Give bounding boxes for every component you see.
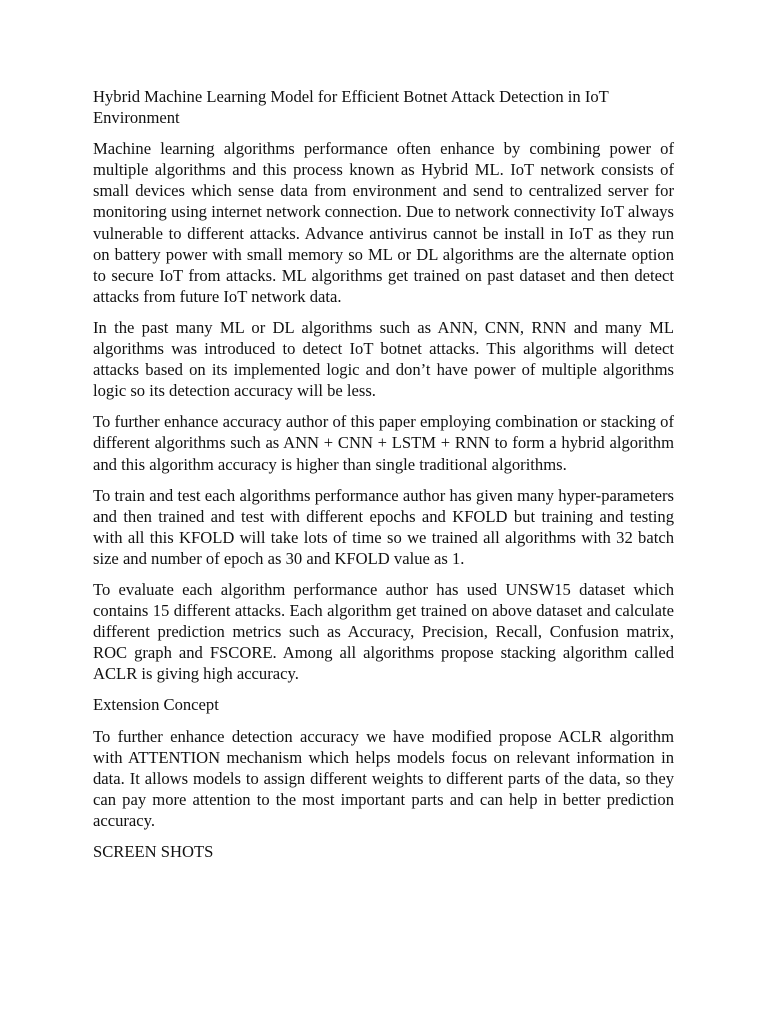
document-title: Hybrid Machine Learning Model for Efficient Botnet Attack Detection in IoT Environment [93, 87, 609, 128]
paragraph-hybrid: To further enhance accuracy author of this paper employing combination or stacking of different algorithms such as ANN + CNN + LSTM + RNN to form a hybrid algorithm and this algorithm accuracy is higher than single traditional algorithms. [93, 412, 674, 474]
paragraph-past-work: In the past many ML or DL algorithms such as ANN, CNN, RNN and many ML algorithms was introduced to detect IoT botnet attacks. This algorithms will detect attacks based on its implemented logic and don’t have power of multiple algorithms logic so its detection accuracy will be less. [93, 317, 674, 401]
document-page [93, 86, 674, 872]
paragraph-intro: Machine learning algorithms performance often enhance by combining power of multiple algorithms and this process known as Hybrid ML. IoT network consists of small devices which sense data from environment and send to centralized server for monitoring using internet network connection. Due to network connectivity IoT always vulnerable to different attacks. Advance antivirus cannot be install in IoT as they run on battery power with small memory so ML or DL algorithms are the alternate option to secure IoT from attacks. ML algorithms get trained on past dataset and then detect attacks from future IoT network data. [93, 139, 674, 306]
extension-heading: Extension Concept [93, 695, 219, 715]
paragraph-evaluation: To evaluate each algorithm performance author has used UNSW15 dataset which contains 15 different attacks. Each algorithm get trained on above dataset and calculate different prediction metrics such as Accuracy, Precision, Recall, Confusion matrix, ROC graph and FSCORE. Among all algorithms propose stacking algorithm called ACLR is giving high accuracy. [93, 579, 674, 684]
paragraph-extension: To further enhance detection accuracy we have modified propose ACLR algorithm with ATTENTION mechanism which helps models focus on relevant information in data. It allows models to assign different weights to different parts of the data, so they can pay more attention to the most important parts and can help in better prediction accuracy. [93, 726, 674, 830]
paragraph-training: To train and test each algorithms performance author has given many hyper-parameters and then trained and test with different epochs and KFOLD but training and testing with all this KFOLD will take lots of time so we trained all algorithms with 32 batch size and number of epoch as 30 and KFOLD value as 1. [93, 485, 674, 568]
screenshots-heading: SCREEN SHOTS [93, 842, 214, 861]
